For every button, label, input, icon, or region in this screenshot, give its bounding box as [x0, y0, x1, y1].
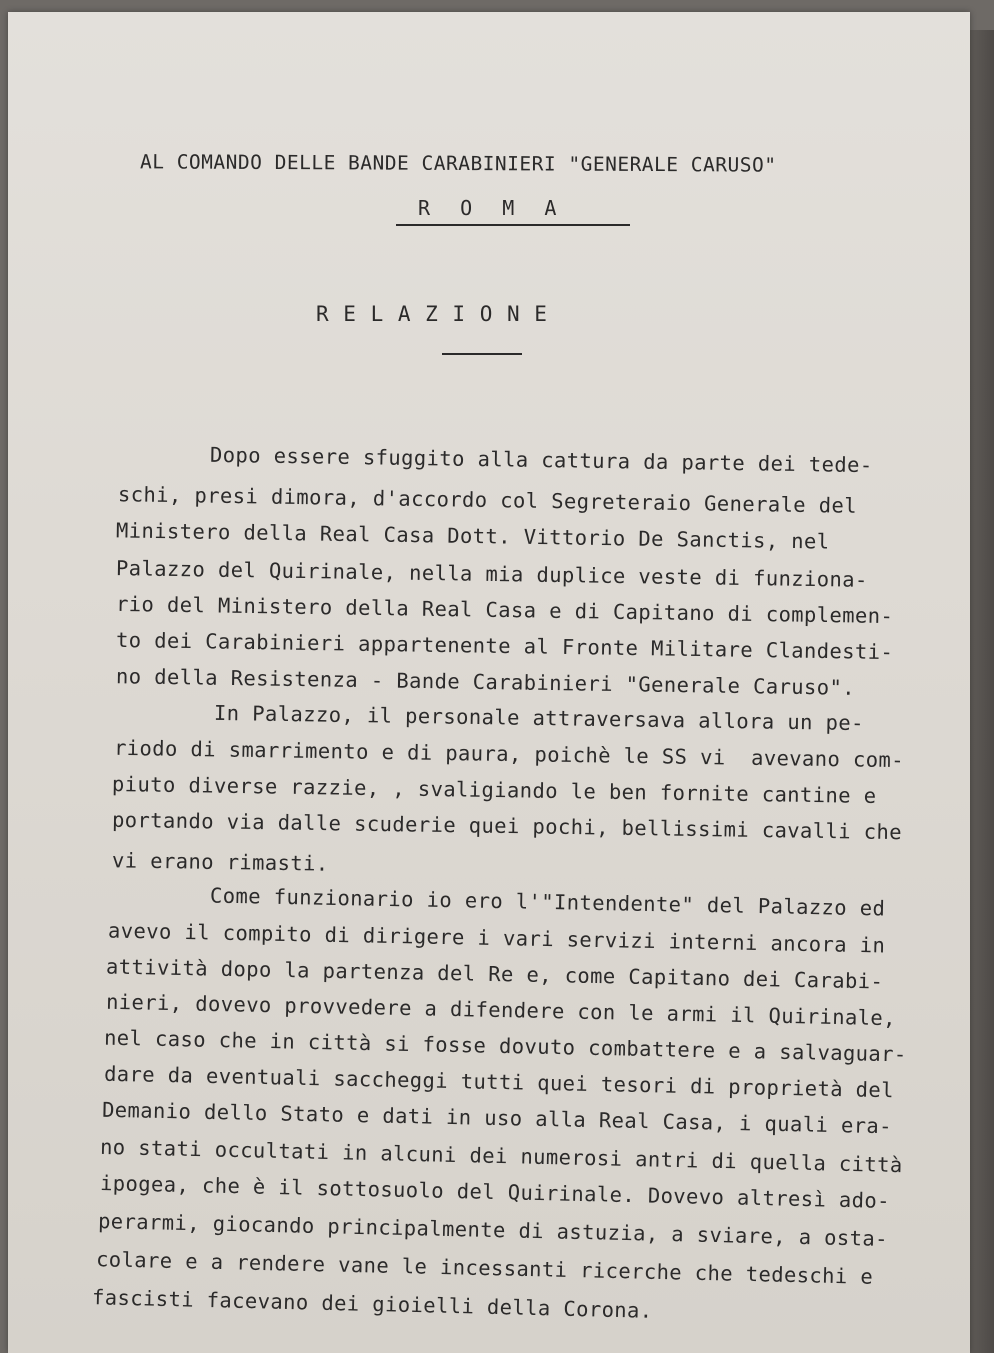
addressee-heading: AL COMANDO DELLE BANDE CARABINIERI "GENERALE CARUSO" [139, 150, 777, 177]
body-line: nel caso che in città si fosse dovuto combattere e a salvaguar- [103, 1025, 907, 1067]
body-line: rio del Ministero della Real Casa e di Capitano di complemen- [115, 591, 894, 629]
body-line: schi, presi dimora, d'accordo col Segreteraio Generale del [117, 482, 858, 518]
document-title: R E L A Z I O N E [316, 302, 548, 326]
city-underline [396, 224, 630, 226]
body-line: to dei Carabinieri appartenente al Fronte Militare Clandesti- [115, 627, 894, 665]
body-line: Palazzo del Quirinale, nella mia duplice veste di funziona- [115, 556, 868, 592]
body-line: Come funzionario io ero l'"Intendente" del Palazzo ed [209, 883, 886, 921]
title-underline [442, 353, 522, 355]
body-line: nieri, dovevo provvedere a difendere con le armi il Quirinale, [105, 989, 897, 1031]
body-line: no della Resistenza - Bande Carabinieri "Generale Caruso". [115, 664, 856, 700]
body-line: ipogea, che è il sottosuolo del Quirinale. Dovevo altresì ado- [99, 1171, 891, 1213]
city-heading: R O M A [418, 196, 559, 220]
body-line: no stati occultati in alcuni dei numerosi antri di quella città [99, 1134, 903, 1178]
body-line: colare e a rendere vane le incessanti ricerche che tedeschi e [95, 1247, 874, 1289]
body-line: Demanio dello Stato e dati in uso alla Real Casa, i quali era- [101, 1097, 893, 1139]
body-line: avevo il compito di dirigere i vari servizi interni ancora in [107, 918, 886, 958]
page-shadow-edge [970, 30, 994, 1353]
body-line: Dopo essere sfuggito alla cattura da parte dei tede- [209, 442, 873, 478]
typewritten-page [8, 12, 970, 1353]
body-line: fascisti facevano dei gioielli della Corona. [91, 1285, 653, 1323]
body-line: Ministero della Real Casa Dott. Vittorio De Sanctis, nel [115, 518, 830, 554]
body-line: perarmi, giocando principalmente di astuzia, a sviare, a osta- [97, 1209, 889, 1251]
body-line: attività dopo la partenza del Re e, come Capitano dei Carabi- [105, 954, 884, 994]
body-line: riodo di smarrimento e di paura, poichè le SS vi avevano com- [113, 735, 905, 773]
body-line: portando via dalle scuderie quei pochi, bellissimi cavalli che [111, 807, 903, 845]
body-line: In Palazzo, il personale attraversava allora un pe- [213, 700, 864, 736]
body-line: piuto diverse razzie, , svaligiando le ben fornite cantine e [111, 771, 877, 809]
body-line: dare da eventuali saccheggi tutti quei tesori di proprietà del [103, 1061, 895, 1103]
body-line: vi erano rimasti. [111, 848, 329, 876]
